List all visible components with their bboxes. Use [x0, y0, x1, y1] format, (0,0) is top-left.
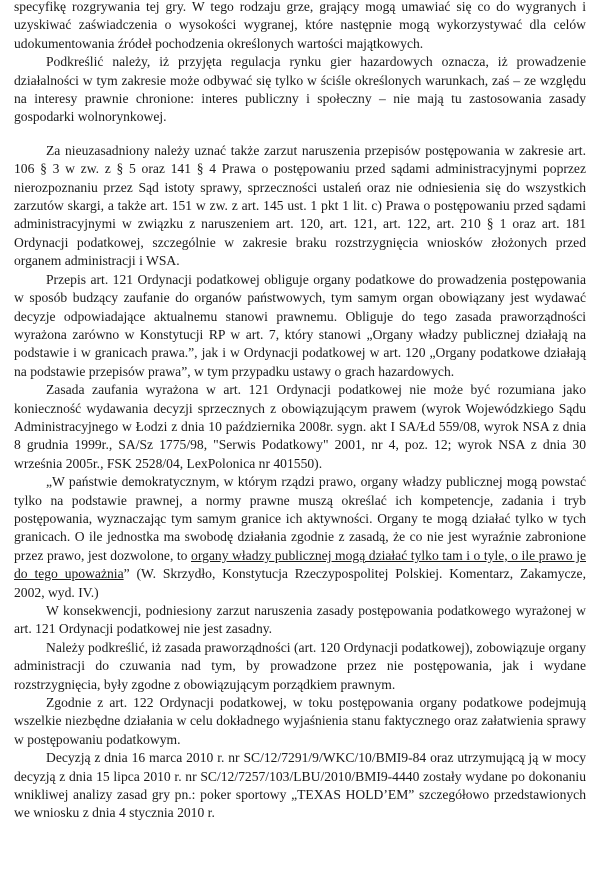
paragraph-decision: Decyzją z dnia 16 marca 2010 r. nr SC/12/7291/9/WKC/10/BMI9-84 oraz utrzymującą ją w mocy decyzją z dnia 15 lipca 2010 r. nr SC/12/7257/103/LBU/2010/BMI9-4440 zostały wydane po dokonaniu wnikliwej analizy zasad gry pn.: poker sportowy „TEXAS HOLD’EM” szczegółowo przedstawionych we wniosku z dnia 4 stycznia 2010 r.	[14, 750, 586, 821]
quote-text: „W państwie demokratycznym, w którym rządzi prawo, organy władzy publicznej mogą powstać tylko na podstawie prawnej, a normy prawne muszą określać ich kompetencje, zadania i tryb postępowania, wyznaczając tym samym granice ich aktywności. Organy te mogą działać tylko w tych granicach. O ile jednostka ma swobodę działania zgodnie z zasadą, że co nie jest wyraźnie zabronione przez prawo, jest dozwolone, to	[14, 474, 586, 563]
paragraph-art-122: Zgodnie z art. 122 Ordynacji podatkowej, w toku postępowania organy podatkowe podejmują wszelkie niezbędne działania w celu dokładnego wyjaśnienia stanu faktycznego oraz załatwienia sprawy w postępowaniu podatkowym.	[14, 695, 586, 747]
quote-citation: ” (W. Skrzydło, Konstytucja Rzeczypospolitej Polskiej. Komentarz, Zakamycze, 2002, wyd. IV.)	[14, 566, 586, 600]
paragraph-market-regulation: Podkreślić należy, iż przyjęta regulacja rynku gier hazardowych oznacza, iż prowadzenie działalności w tym zakresie może odbywać się tylko w ściśle określonych warunkach, zaś – ze względu na interesy prawnie chronione: interes publiczny i społeczny – nie mają tu zastosowania zasady gospodarki wolnorynkowej.	[14, 54, 586, 125]
paragraph-game-specifics: specyfikę rozgrywania tej gry. W tego rodzaju grze, grający mogą umawiać się co do wygranych i uzyskiwać zaświadczenia o wysokości wygranej, które następnie mogą wykorzystywać dla celów udokumentowania źródeł pochodzenia określonych wartości majątkowych.	[14, 0, 586, 51]
paragraph-trust-principle: Zasada zaufania wyrażona w art. 121 Ordynacji podatkowej nie może być rozumiana jako konieczność wydawania decyzji sprzecznych z obowiązującym prawem (wyrok Wojewódzkiego Sądu Administracyjnego w Łodzi z dnia 10 października 2008r. sygn. akt I SA/Łd 559/08, wyrok NSA z dnia 8 grudnia 1999r., SA/Sz 1775/98, "Serwis Podatkowy" 2001, nr 4, poz. 12; wyrok NSA z dnia 30 września 2005r., FSK 2528/04, LexPolonica nr 401550).	[14, 382, 586, 471]
paragraph-consequence: W konsekwencji, podniesiony zarzut naruszenia zasady postępowania podatkowego wyrażonej w art. 121 Ordynacji podatkowej nie jest zasadny.	[14, 603, 586, 637]
document-body	[14, 0, 586, 823]
paragraph-art-121: Przepis art. 121 Ordynacji podatkowej obliguje organy podatkowe do prowadzenia postępowania w sposób budzący zaufanie do organów państwowych, tym samym organ obowiązany jest wydawać decyzje odpowiadające aktualnemu stanowi prawnemu. Obliguje do tego zasada praworządności wyrażona zarówno w Konstytucji RP w art. 7, który stanowi „Organy władzy publicznej działają na podstawie i w granicach prawa.”, jak i w Ordynacji podatkowej w art. 120 „Organy podatkowe działają na podstawie przepisów prawa”, w tym przypadku ustawy o grach hazardowych.	[14, 271, 586, 379]
paragraph-procedural-charge: Za nieuzasadniony należy uznać także zarzut naruszenia przepisów postępowania w zakresie art. 106 § 3 w zw. z § 5 oraz 141 § 4 Prawa o postępowaniu przed sądami administracyjnymi poprzez nierozpoznaniu przez Sąd istoty sprawy, sprzeczności ustaleń oraz nie odniesienia się do wszystkich zarzutów skargi, a także art. 151 w zw. z art. 145 ust. 1 pkt 1 lit. c) Prawa o postępowaniu przed sądami administracyjnymi w związku z naruszeniem art. 120, art. 121, art. 122, art. 210 § 1 oraz art. 181 Ordynacji podatkowej, szczególnie w zakresie braku rozstrzygnięcia wniosków złożonych przed organem administracji i WSA.	[14, 142, 586, 269]
paragraph-constitution-quote	[14, 473, 586, 602]
paragraph-legality-principle: Należy podkreślić, iż zasada praworządności (art. 120 Ordynacji podatkowej), zobowiązuje organy administracji do czuwania nad tym, by prowadzone przez nie postępowania, jak i wydane rozstrzygnięcia, były zgodne z obowiązującym porządkiem prawnym.	[14, 639, 586, 692]
quote-underlined-text: organy władzy publicznej mogą działać tylko tam i o tyle, o ile prawo je do tego upoważnia	[14, 547, 587, 582]
